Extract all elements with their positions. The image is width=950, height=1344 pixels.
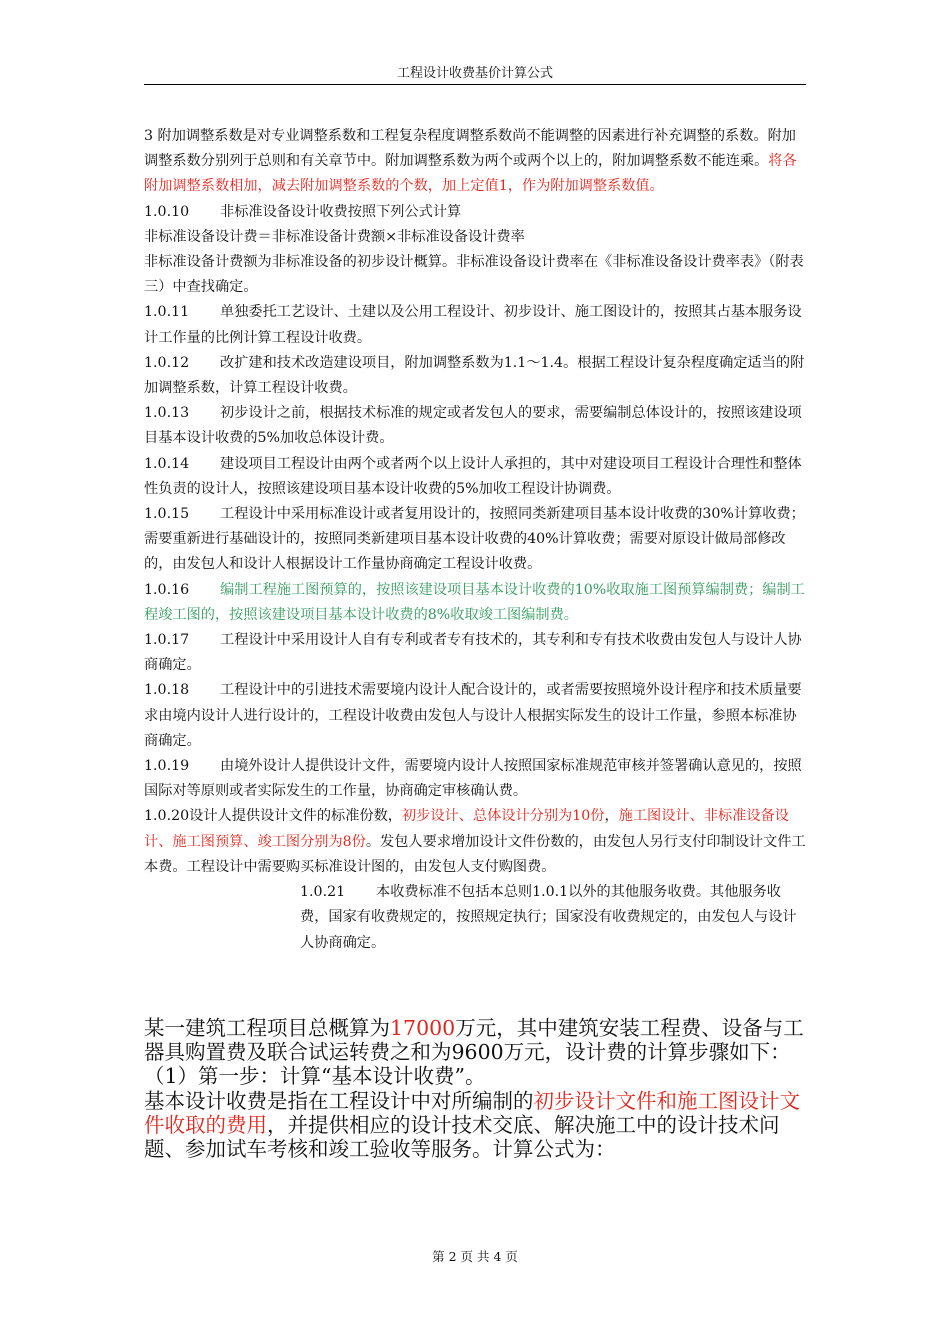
clause-text: 初步设计之前，根据技术标准的规定或者发包人的要求，需要编制总体设计的，按照该建设项目基本设计收费的5%加收总体设计费。 [144,405,802,447]
clause-1-0-20 [144,804,808,880]
formula-line: 非标准设备设计费＝非标准设备计费额×非标准设备设计费率 [144,228,525,245]
paragraph-3-text: 3 附加调整系数是对专业调整系数和工程复杂程度调整系数尚不能调整的因素进行补充调整的系数。附加调整系数分别列于总则和有关章节中。附加调整系数为两个或两个以上的，附加调整系数不能连乘。 [144,128,796,170]
clause-number: 1.0.15 [144,506,190,523]
clause-number: 1.0.16 [144,581,190,598]
clause-text: 非标准设备设计收费按照下列公式计算 [220,203,462,220]
definition-c: ，并提供相应的设计技术交底、解决施工中的设计技术问题、参加试车考核和竣工验收等服务。计算公式为： [144,1112,780,1162]
clause-text: 工程设计中的引进技术需要境内设计人配合设计的，或者需要按照境外设计程序和技术质量要求由境内设计人进行设计的，工程设计收费由发包人与设计人根据实际发生的设计工作量，参照本标准协商确定。 [144,682,802,749]
clause-text-highlight: 编制工程施工图预算的，按照该建设项目基本设计收费的10%收取施工图预算编制费；编制工程竣工图的，按照该建设项目基本设计收费的8%收取竣工图编制费。 [144,581,805,623]
clause-number: 1.0.14 [144,455,190,472]
clause-text: 工程设计中采用标准设计或者复用设计的，按照同类新建项目基本设计收费的30%计算收费；需要重新进行基础设计的，按照同类新建项目基本设计收费的40%计算收费；需要对原设计做局部修改的，由发包人和设计人根据设计工作量协商确定工程设计收费。 [144,506,805,573]
paragraph-3 [144,124,808,200]
clause-highlight-2: 施工图设计、非标准设备设计、施工图预算、竣工图分别为8份 [144,808,789,850]
header-rule [144,84,806,85]
clause-text: 改扩建和技术改造建设项目，附加调整系数为1.1～1.4。根据工程设计复杂程度确定适当的附加调整系数，计算工程设计收费。 [144,354,805,397]
clause-1-0-16 [144,578,808,628]
example-section [144,1016,810,1161]
definition-a: 基本设计收费是指在工程设计中对所编制的 [144,1088,534,1113]
clause-text: 本收费标准不包括本总则1.0.1以外的其他服务收费。其他服务收费，国家有收费规定的，按照规定执行；国家没有收费规定的，由发包人与设计人协商确定。 [300,884,797,951]
clause-number: 1.0.18 [144,682,190,699]
clause-1-0-14 [144,452,808,502]
clause-text-tail: 。发包人要求增加设计文件份数的，由发包人另行支付印制设计文件工本费。工程设计中需要购买标准设计图的，由发包人支付购图费。 [144,833,806,875]
clause-number: 1.0.19 [144,758,190,775]
clause-text: 建设项目工程设计由两个或者两个以上设计人承担的，其中对建设项目工程设计合理性和整体性负责的设计人，按照该建设项目基本设计收费的5%加收工程设计协调费。 [144,455,802,497]
nonstd-paragraph: 非标准设备计费额为非标准设备的初步设计概算。非标准设备设计费率在《非标准设备设计费率表》（附表三）中查找确定。 [144,254,804,296]
clause-text: 工程设计中采用设计人自有专利或者专有技术的，其专利和专有技术收费由发包人与设计人协商确定。 [144,632,802,674]
clause-number: 1.0.21 [300,884,346,901]
paragraph-3-highlight: 将各附加调整系数相加，减去附加调整系数的个数，加上定值1，作为附加调整系数值。 [144,153,797,195]
example-total-amount: 17000 [390,1016,456,1040]
clause-1-0-12 [144,351,808,401]
example-intro-c: 万元，其中建筑安装工程费、设备与工器具购置费及联合试运转费之和为9600万元，设计费的计算步骤如下： [144,1016,804,1065]
clause-number: 1.0.11 [144,304,190,321]
clause-text: 由境外设计人提供设计文件，需要境内设计人按照国家标准规范审核并签署确认意见的，按照国际对等原则或者实际发生的工作量，协商确定审核确认费。 [144,758,802,800]
clause-number: 1.0.13 [144,405,190,422]
clause-number: 1.0.12 [144,354,190,371]
clause-punct: ， [604,808,619,825]
definition-highlight: 初步设计文件和施工图设计文件收取的费用 [144,1088,800,1137]
example-step-1: （1）第一步：计算“基本设计收费”。 [144,1064,486,1089]
document-body [144,124,808,956]
clause-1-0-15 [144,502,808,578]
clause-highlight-1: 初步设计、总体设计分别为10份 [401,808,605,825]
example-intro [144,1016,810,1064]
example-definition [144,1089,810,1162]
clause-1-0-11 [144,300,808,350]
clause-text: 单独委托工艺设计、土建以及公用工程设计、初步设计、施工图设计的，按照其占基本服务设计工作量的比例计算工程设计收费。 [144,304,802,346]
clause-1-0-19 [144,754,808,804]
clause-1-0-10 [144,200,808,225]
clause-1-0-21 [144,880,808,956]
clause-1-0-13 [144,401,808,451]
clause-text: 1.0.20设计人提供设计文件的标准份数， [144,808,402,825]
example-intro-a: 某一建筑工程项目总概算为 [144,1016,390,1040]
clause-number: 1.0.17 [144,632,190,649]
clause-1-0-18 [144,678,808,754]
clause-1-0-17 [144,628,808,678]
page-header-title: 工程设计收费基价计算公式 [396,66,553,81]
clause-number: 1.0.10 [144,203,190,220]
page-footer: 第 2 页 共 4 页 [432,1249,518,1264]
